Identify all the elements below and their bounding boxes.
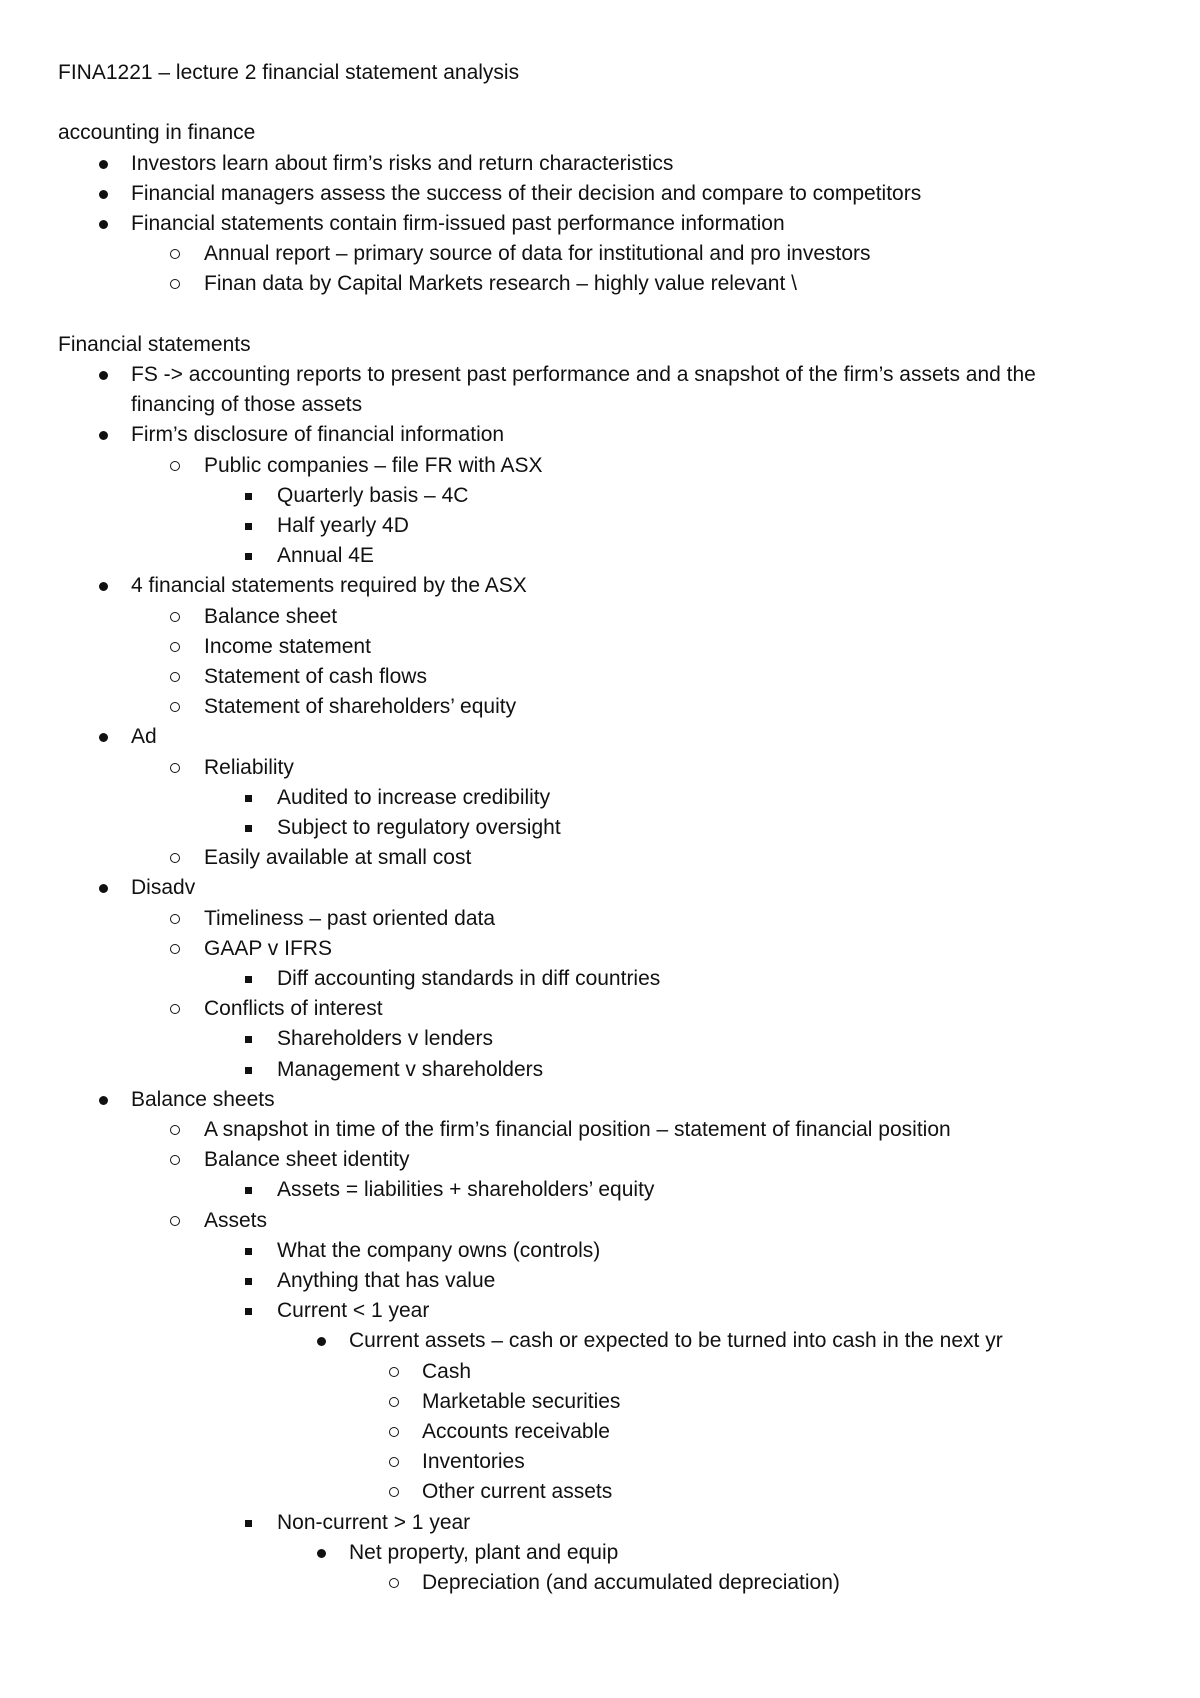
list-item-text: Assets bbox=[204, 1208, 268, 1232]
bullet-circle-icon bbox=[164, 753, 188, 783]
list-item-text: Half yearly 4D bbox=[277, 514, 409, 537]
list-item-text: Shareholders v lenders bbox=[277, 1027, 493, 1051]
list-item bbox=[0, 1447, 1200, 1477]
list-item bbox=[0, 1206, 1200, 1236]
bullet-square-icon bbox=[237, 511, 261, 541]
list-item bbox=[0, 209, 1200, 239]
list-item-text: Inventories bbox=[422, 1450, 525, 1474]
list-item bbox=[0, 964, 1200, 994]
list-item-text: Assets = liabilities + shareholders’ equity bbox=[277, 1178, 655, 1202]
bullet-circle-icon bbox=[383, 1477, 407, 1507]
list-item bbox=[0, 390, 1200, 420]
bullet-square-icon bbox=[237, 1055, 261, 1085]
list-item-text: Annual 4E bbox=[277, 544, 374, 568]
list-item bbox=[0, 1266, 1200, 1296]
list-item bbox=[0, 1538, 1200, 1568]
section-heading: Financial statements bbox=[58, 332, 251, 356]
list-item-text: Annual report – primary source of data for institutional and pro investors bbox=[204, 242, 871, 266]
list-item bbox=[0, 1085, 1200, 1115]
list-item-text: Anything that has value bbox=[277, 1269, 496, 1292]
bullet-disc-icon bbox=[310, 1326, 334, 1356]
list-item bbox=[0, 451, 1200, 481]
list-item-text: Balance sheet bbox=[204, 604, 338, 628]
bullet-circle-icon bbox=[383, 1387, 407, 1417]
list-item bbox=[0, 1055, 1200, 1085]
list-item bbox=[0, 571, 1200, 601]
bullet-circle-icon bbox=[383, 1357, 407, 1387]
list-item bbox=[0, 843, 1200, 873]
list-item-text: Statement of shareholders’ equity bbox=[204, 695, 517, 719]
bullet-circle-icon bbox=[164, 239, 188, 269]
bullet-circle-icon bbox=[164, 934, 188, 964]
list-item-text: Disadv bbox=[131, 876, 196, 900]
bullet-circle-icon bbox=[164, 269, 188, 299]
list-item-text: Management v shareholders bbox=[277, 1057, 544, 1081]
bullet-square-icon bbox=[237, 541, 261, 571]
list-item bbox=[0, 481, 1200, 511]
bullet-disc-icon bbox=[92, 420, 116, 450]
list-item-text: Ad bbox=[131, 725, 157, 749]
bullet-square-icon bbox=[237, 1236, 261, 1266]
page-title: FINA1221 – lecture 2 financial statement analysis bbox=[58, 61, 520, 84]
list-item-text: Other current assets bbox=[422, 1480, 613, 1504]
bullet-circle-icon bbox=[164, 451, 188, 481]
bullet-disc-icon bbox=[92, 722, 116, 752]
list-item-text: 4 financial statements required by the ASX bbox=[131, 574, 527, 598]
section-heading: accounting in finance bbox=[58, 121, 256, 145]
list-item-text: FS -> accounting reports to present past performance and a snapshot of the firm’s assets and the bbox=[131, 363, 1036, 386]
list-item-text: Balance sheet identity bbox=[204, 1148, 410, 1172]
list-item-text: Diff accounting standards in diff countries bbox=[277, 967, 661, 990]
list-item-text: Balance sheets bbox=[131, 1087, 275, 1111]
list-item bbox=[0, 873, 1200, 903]
list-item bbox=[0, 420, 1200, 450]
list-item bbox=[0, 1387, 1200, 1417]
list-item bbox=[0, 1175, 1200, 1205]
list-item bbox=[0, 1508, 1200, 1538]
list-item-text: Financial managers assess the success of their decision and compare to competitors bbox=[131, 181, 922, 205]
list-item bbox=[0, 1296, 1200, 1326]
list-item bbox=[0, 994, 1200, 1024]
list-item bbox=[0, 239, 1200, 269]
list-item-text: GAAP v IFRS bbox=[204, 936, 332, 960]
list-item-text: Finan data by Capital Markets research – highly value relevant \ bbox=[204, 272, 797, 296]
list-item-text: A snapshot in time of the firm’s financial position – statement of financial position bbox=[204, 1118, 951, 1141]
list-item-text: Public companies – file FR with ASX bbox=[204, 453, 543, 477]
bullet-circle-icon bbox=[164, 994, 188, 1024]
bullet-circle-icon bbox=[164, 843, 188, 873]
bullet-circle-icon bbox=[164, 632, 188, 662]
bullet-circle-icon bbox=[383, 1417, 407, 1447]
list-item-text: Easily available at small cost bbox=[204, 846, 472, 870]
list-item-text: Quarterly basis – 4C bbox=[277, 483, 469, 507]
bullet-circle-icon bbox=[164, 1145, 188, 1175]
list-item-text: Audited to increase credibility bbox=[277, 785, 551, 809]
bullet-square-icon bbox=[237, 1266, 261, 1296]
list-item-text: Firm’s disclosure of financial information bbox=[131, 423, 505, 447]
list-item bbox=[0, 1024, 1200, 1054]
list-item-text: Financial statements contain firm-issued past performance information bbox=[131, 212, 785, 235]
list-item bbox=[0, 753, 1200, 783]
list-item bbox=[0, 662, 1200, 692]
bullet-disc-icon bbox=[310, 1538, 334, 1568]
bullet-circle-icon bbox=[164, 1115, 188, 1145]
bullet-disc-icon bbox=[92, 179, 116, 209]
list-item-text: What the company owns (controls) bbox=[277, 1238, 601, 1262]
bullet-disc-icon bbox=[92, 571, 116, 601]
list-item-text: Statement of cash flows bbox=[204, 665, 427, 688]
list-item bbox=[0, 511, 1200, 541]
list-item bbox=[0, 149, 1200, 179]
bullet-circle-icon bbox=[164, 662, 188, 692]
list-item-text: financing of those assets bbox=[131, 393, 363, 417]
list-item bbox=[0, 692, 1200, 722]
list-item bbox=[0, 179, 1200, 209]
list-item-text: Non-current > 1 year bbox=[277, 1510, 471, 1534]
list-item-text: Current assets – cash or expected to be turned into cash in the next yr bbox=[349, 1329, 1003, 1353]
list-item-text: Subject to regulatory oversight bbox=[277, 816, 561, 839]
list-item bbox=[0, 1115, 1200, 1145]
list-item-text: Depreciation (and accumulated depreciation) bbox=[422, 1571, 840, 1594]
bullet-disc-icon bbox=[92, 209, 116, 239]
list-item-text: Timeliness – past oriented data bbox=[204, 906, 496, 930]
bullet-square-icon bbox=[237, 1175, 261, 1205]
list-item bbox=[0, 722, 1200, 752]
list-item bbox=[0, 1326, 1200, 1356]
list-item bbox=[0, 632, 1200, 662]
list-item bbox=[0, 904, 1200, 934]
list-item bbox=[0, 783, 1200, 813]
list-item-text: Income statement bbox=[204, 634, 371, 658]
list-item bbox=[0, 1417, 1200, 1447]
bullet-square-icon bbox=[237, 813, 261, 843]
bullet-circle-icon bbox=[383, 1447, 407, 1477]
list-item-text: Marketable securities bbox=[422, 1389, 621, 1413]
list-item-text: Net property, plant and equip bbox=[349, 1540, 619, 1564]
bullet-square-icon bbox=[237, 1024, 261, 1054]
list-item-text: Current < 1 year bbox=[277, 1299, 430, 1323]
bullet-square-icon bbox=[237, 783, 261, 813]
bullet-square-icon bbox=[237, 481, 261, 511]
bullet-circle-icon bbox=[164, 904, 188, 934]
bullet-circle-icon bbox=[164, 1206, 188, 1236]
list-item bbox=[0, 602, 1200, 632]
bullet-circle-icon bbox=[164, 692, 188, 722]
list-item-text: Investors learn about firm’s risks and return characteristics bbox=[131, 151, 674, 175]
bullet-disc-icon bbox=[92, 149, 116, 179]
bullet-circle-icon bbox=[164, 602, 188, 632]
list-item bbox=[0, 1357, 1200, 1387]
list-item bbox=[0, 813, 1200, 843]
list-item bbox=[0, 541, 1200, 571]
bullet-disc-icon bbox=[92, 1085, 116, 1115]
bullet-disc-icon bbox=[92, 873, 116, 903]
bullet-square-icon bbox=[237, 1296, 261, 1326]
bullet-disc-icon bbox=[92, 360, 116, 390]
list-item bbox=[0, 360, 1200, 390]
list-item-text: Reliability bbox=[204, 755, 294, 779]
list-item bbox=[0, 1568, 1200, 1598]
bullet-circle-icon bbox=[383, 1568, 407, 1598]
list-item-text: Cash bbox=[422, 1359, 472, 1383]
list-item bbox=[0, 1236, 1200, 1266]
list-item-text: Accounts receivable bbox=[422, 1420, 610, 1443]
list-item-text: Conflicts of interest bbox=[204, 997, 383, 1021]
list-item bbox=[0, 269, 1200, 299]
bullet-square-icon bbox=[237, 964, 261, 994]
list-item bbox=[0, 1477, 1200, 1507]
list-item bbox=[0, 934, 1200, 964]
list-item bbox=[0, 1145, 1200, 1175]
bullet-square-icon bbox=[237, 1508, 261, 1538]
